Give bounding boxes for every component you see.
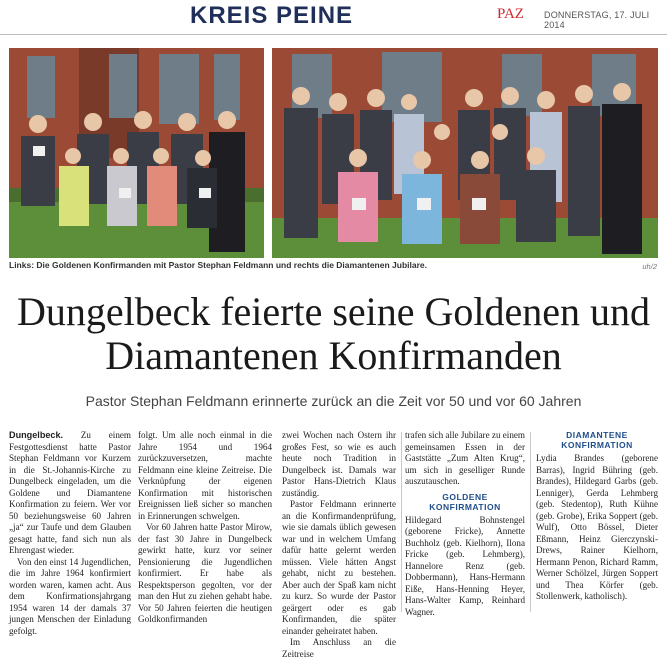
paragraph-1 [9, 430, 131, 557]
diamond-heading-line-1: DIAMANTENE [566, 430, 628, 440]
article-column-5 [536, 430, 658, 616]
diamond-photo-drawing [272, 48, 658, 258]
article-subheadline: Pastor Stephan Feldmann erinnerte zurück an die Zeit vor 50 und vor 60 Jahren [85, 393, 582, 409]
paragraph-7: Im Anschluss an die Zeitreise [282, 637, 396, 659]
golden-heading-line-2: KONFIRMATION [429, 501, 501, 512]
golden-heading-line-1: GOLDENE [442, 491, 488, 502]
diamond-heading-line-2: KONFIRMATION [561, 440, 633, 450]
article-column-4 [405, 430, 525, 616]
paragraph-4: Vor 60 Jahren hatte Pastor Mirow, der fast 30 Jahre in Dungelbeck gewirkt hatte, kurz vor seiner Pensionierung die Jugendlichen konfirmiert. Er habe als Respektsperson gegolten, vor der man den Hut zu ziehen gehabt habe. Vor 50 Jahren feierten die heutigen Goldkonfirmanden [138, 522, 272, 624]
photo-credit: uh/2 [642, 262, 657, 271]
article-column-3 [282, 430, 396, 659]
paragraph-2: Von den einst 14 Jugendlichen, die im Jahre 1964 konfirmiert worden waren, kamen acht. Aus dem Konfirmationsjahrgang 1954 waren 14 der damals 37 jungen Menschen der Einladung gefolgt. [9, 556, 131, 636]
newspaper-logo: PAZ [497, 6, 524, 22]
golden-photo-drawing [9, 48, 264, 258]
article-column-2 [138, 430, 272, 624]
photo-caption: Links: Die Goldenen Konfirmanden mit Pastor Stephan Feldmann und rechts die Diamantenen Jubilare. [9, 260, 427, 270]
headline-line-1: Dungelbeck feierte seine Goldenen und [16, 289, 651, 334]
paragraph-3: folgt. Um alle noch einmal in die Jahre 1954 und 1964 zurückzuversetzen, machte Feldmann eine kleine Zeitreise. Die Verknüpfung der eigenen Konfirmation mit historischen Ereignissen ließ sicher so manchen in Erinnerungen schwelgen. [138, 430, 272, 521]
group-photo-diamond [272, 48, 658, 258]
paragraph-1-text: Zu einem Festgottesdienst hatte Pastor Stephan Feldmann vor Kurzem in die St.-Johannis-Kirche zu Dungelbeck eingeladen, um die Goldene und Diamantene Konfirmation zu feiern. Wer vor 50 beziehungsweise 60 Jahren „ja“ zur Taufe und dem Glauben gesagt hatte, fand sich nun als Ehrengast wieder. [9, 430, 131, 555]
section-title: KREIS PEINE [190, 2, 354, 29]
article-column-1 [9, 430, 131, 636]
diamond-confirmation-heading [536, 430, 658, 450]
group-photo-golden [9, 48, 264, 258]
paragraph-8: trafen sich alle Jubilare zu einem gemeinsamen Essen in der Gaststätte „Zum Alten Krug“, um sich in geselliger Runde auszutauschen. [405, 430, 525, 486]
paragraph-5: zwei Wochen nach Ostern ihr großes Fest, so wie es auch heute noch Tradition in Dungelbeck ist. Damals war Pastor Hans-Dietrich Klaus zuständig. [282, 430, 396, 498]
article-headline [0, 290, 667, 378]
column-divider [401, 432, 402, 612]
paragraph-6: Pastor Feldmann erinnerte an die Konfirmandenprüfung, wie sie damals üblich gewesen war und in welchem Umfang dafür hatte gelernt werden müssen. Viele hätten Angst gehabt, nicht zu bestehen. Aber auch der Spaß kam nicht zu kurz. So wurde der Pastor geärgert oder es gab Konfirmanden, die später einander geheiratet haben. [282, 499, 396, 636]
page-header [0, 0, 667, 35]
diamond-names-list: Lydia Brandes (geborene Barras), Ingrid Bühring (geb. Brandes), Hildegard Garbs (geb. Lenniger), Gerda Lehmberg (geb. Stedentop), Ruth Kühne (geb. Grobe), Erika Soppert (geb. Wulf), Otto Bössel, Dieter Eßmann, Heinz Gierczynski-Drews, Rainer Kielhorn, Hermann Penon, Richard Ramm, Werner Schölzel, Jürgen Soppert und Thea Körfer (geb. Stollenwerk, katholisch). [536, 453, 658, 601]
golden-names-list: Hildegard Bohnstengel (geborene Fricke), Annette Buchholz (geb. Kielhorn), Ilona Fricke (geb. Lehmberg), Hannelore Renz (geb. Dobbermann), Hans-Hermann Eiße, Hans-Henning Heyer, Hans-Walter Kamp, Reinhard Wagner. [405, 514, 525, 617]
column-divider [530, 432, 531, 612]
issue-date: DONNERSTAG, 17. JULI 2014 [544, 10, 650, 30]
golden-confirmation-heading [405, 492, 525, 512]
headline-line-2: Diamantenen Konfirmanden [105, 333, 562, 378]
dateline-lead: Dungelbeck. [9, 430, 64, 440]
